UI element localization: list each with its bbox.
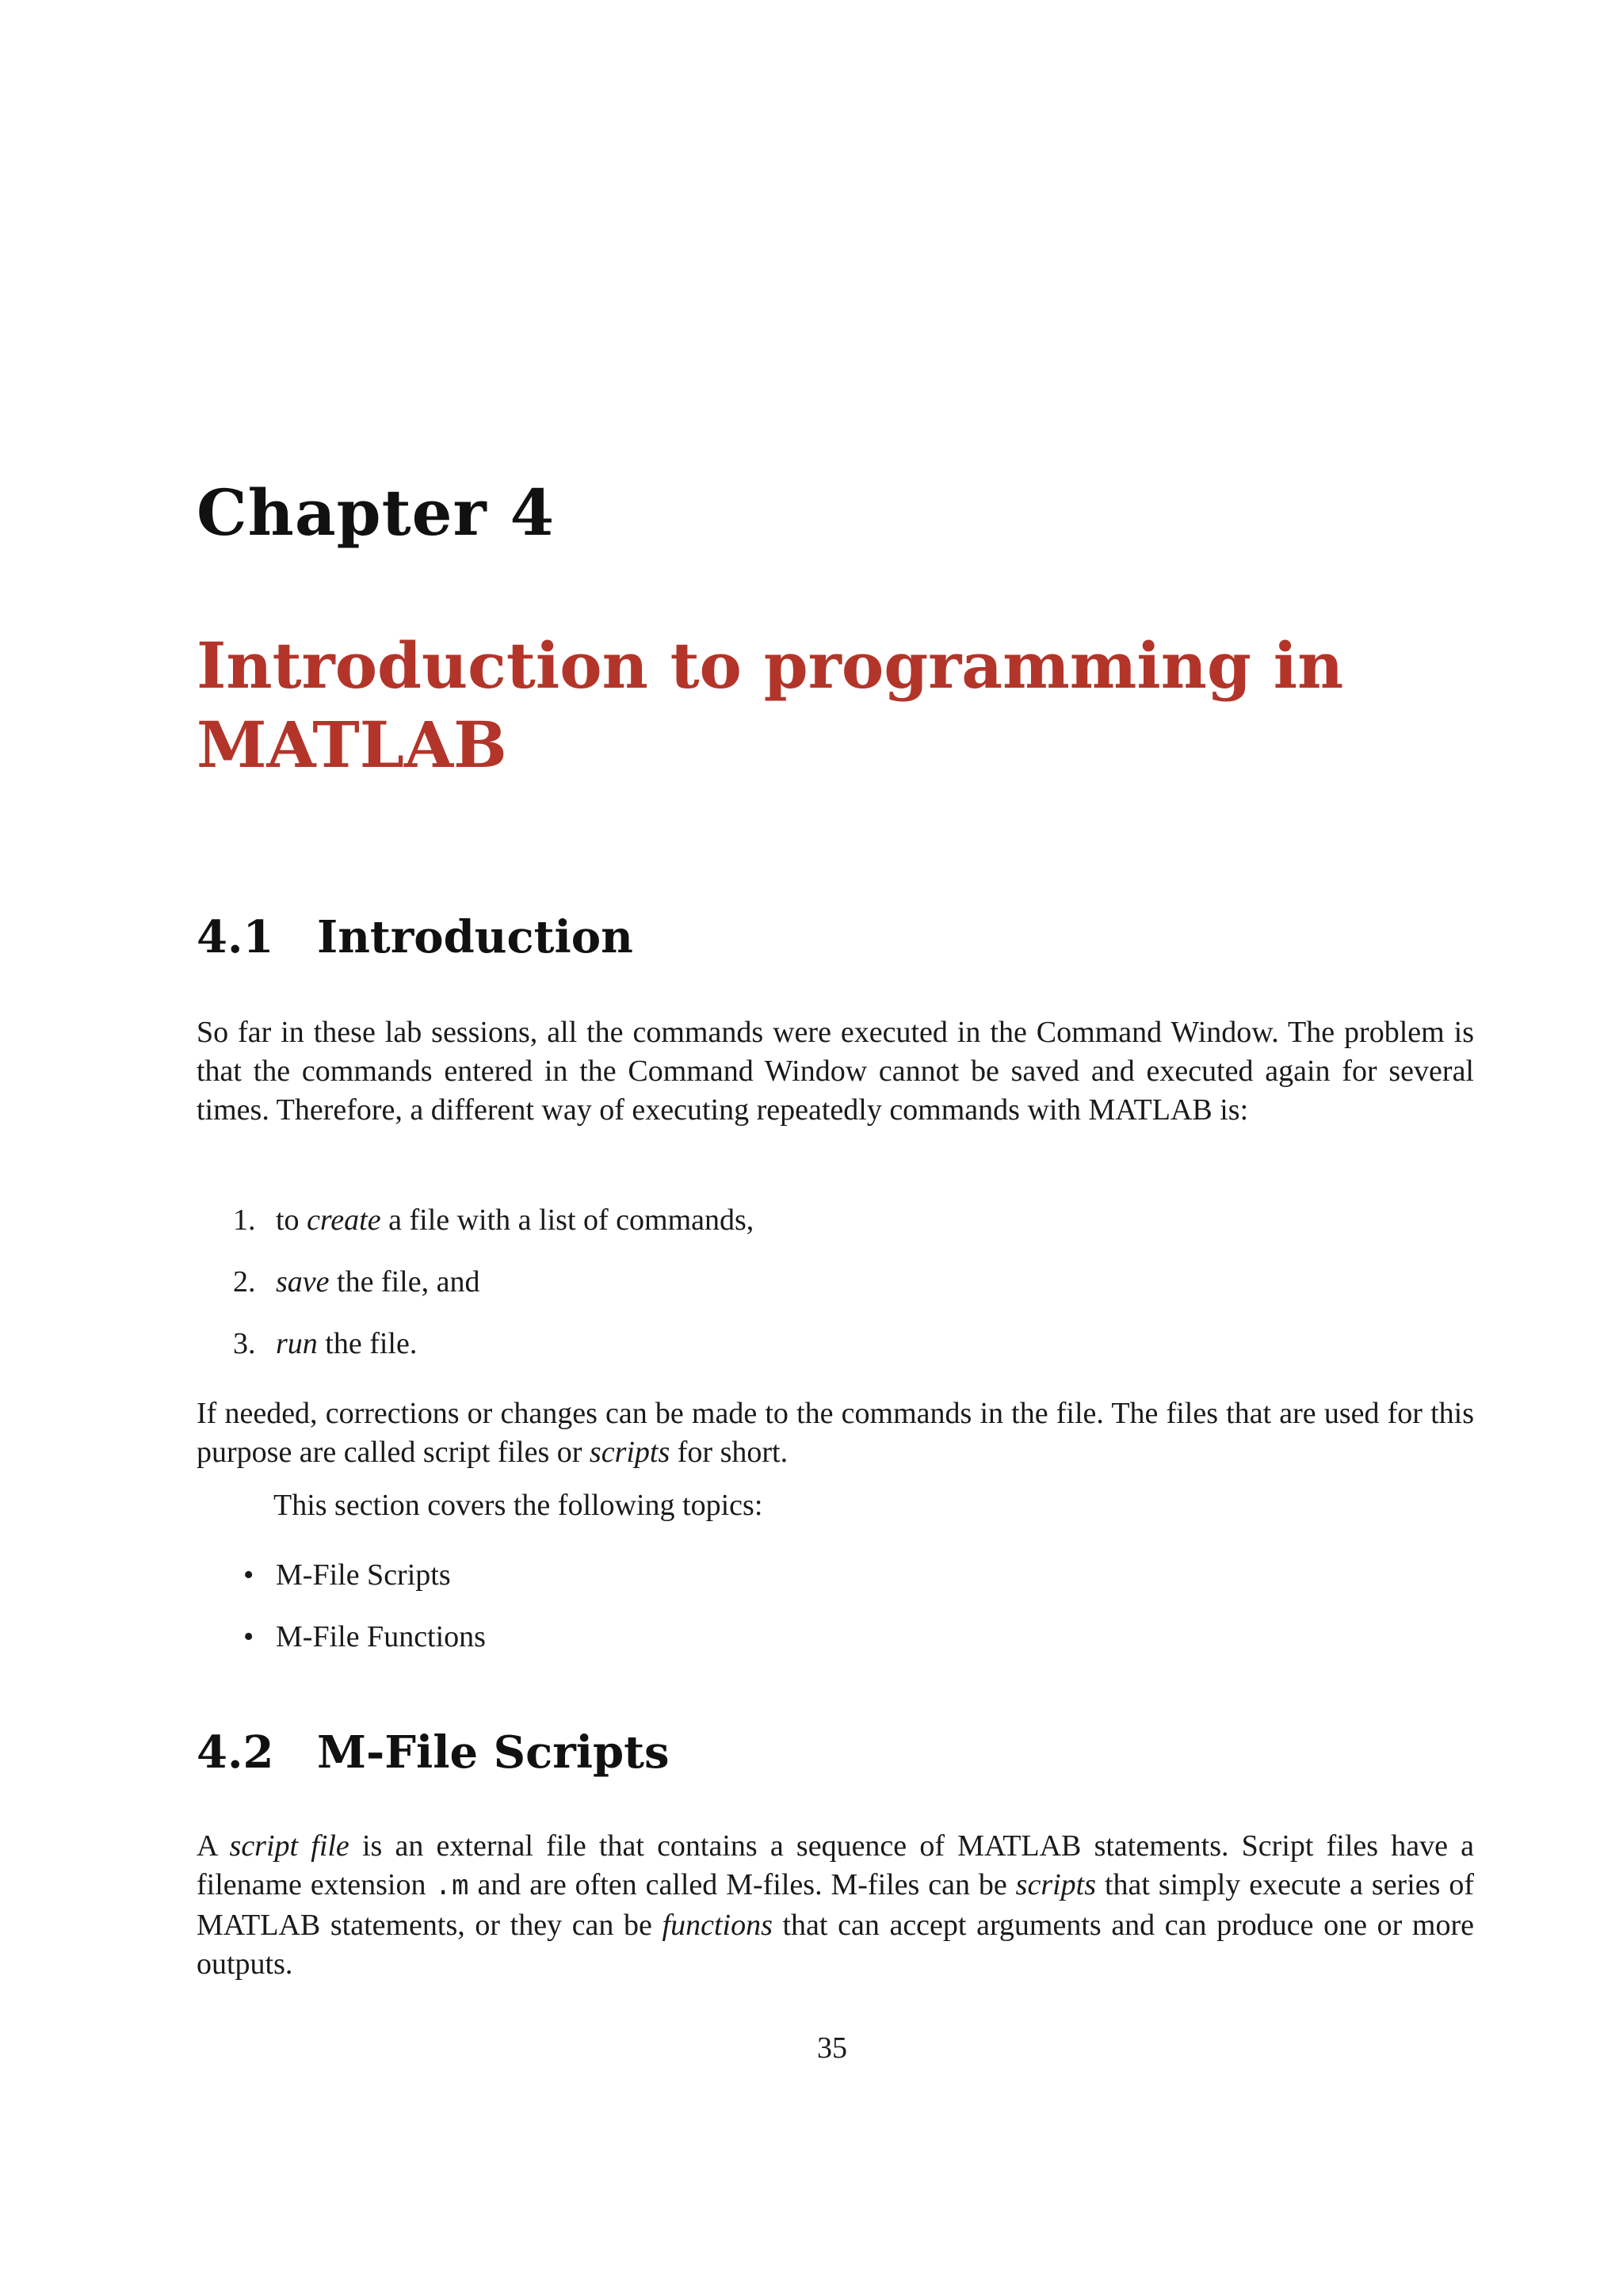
list-item [197, 1556, 1474, 1595]
list-item-text: M-File Functions [276, 1620, 486, 1653]
topics-list [197, 1556, 1474, 1680]
section-number: 4.2 [197, 1726, 274, 1779]
list-item [197, 1263, 1474, 1302]
section-title: M-File Scripts [317, 1726, 670, 1779]
list-item-text: to create a file with a list of commands, [276, 1203, 754, 1237]
list-item-text: save the file, and [276, 1265, 480, 1299]
intro-paragraph: So far in these lab sessions, all the commands were executed in the Command Window. The problem is that the commands entered in the Command Window cannot be saved and executed again for several times. Therefore, a different way of executing repeatedly commands with MATLAB is: [197, 1016, 1474, 1127]
code-extension: .m [434, 1871, 469, 1903]
section-title: Introduction [317, 911, 633, 963]
list-item [197, 1618, 1474, 1657]
steps-list [197, 1201, 1474, 1386]
section-heading-4-2 [197, 1726, 670, 1779]
chapter-title [197, 626, 1474, 784]
bullet-icon: • [243, 1558, 254, 1592]
chapter-label: Chapter 4 [197, 475, 556, 550]
section-heading-4-1 [197, 911, 633, 963]
scripts-paragraph: If needed, corrections or changes can be made to the commands in the file. The files that are used for this purpose are called script files or scripts for short. [197, 1397, 1474, 1469]
section-number: 4.1 [197, 911, 274, 963]
list-item [197, 1325, 1474, 1363]
topics-intro-paragraph: This section covers the following topics: [273, 1489, 763, 1522]
chapter-title-line-2: MATLAB [197, 707, 507, 782]
mfile-paragraph: A script file is an external file that contains a sequence of MATLAB statements. Script files have a filename extension .m and are often called M-files. M-files can be scripts that simply execute a series of MATLAB statements, or they can be functions that can accept arguments and can produce one or more outputs. [197, 1829, 1474, 1981]
list-item [197, 1201, 1474, 1240]
list-marker: 2. [233, 1265, 256, 1299]
chapter-title-line-1: Introduction to programming in [197, 628, 1344, 703]
list-item-text: run the file. [276, 1327, 418, 1360]
list-marker: 3. [233, 1327, 256, 1360]
list-marker: 1. [233, 1203, 256, 1237]
bullet-icon: • [243, 1620, 254, 1653]
page-number: 35 [817, 2031, 847, 2065]
list-item-text: M-File Scripts [276, 1558, 451, 1592]
